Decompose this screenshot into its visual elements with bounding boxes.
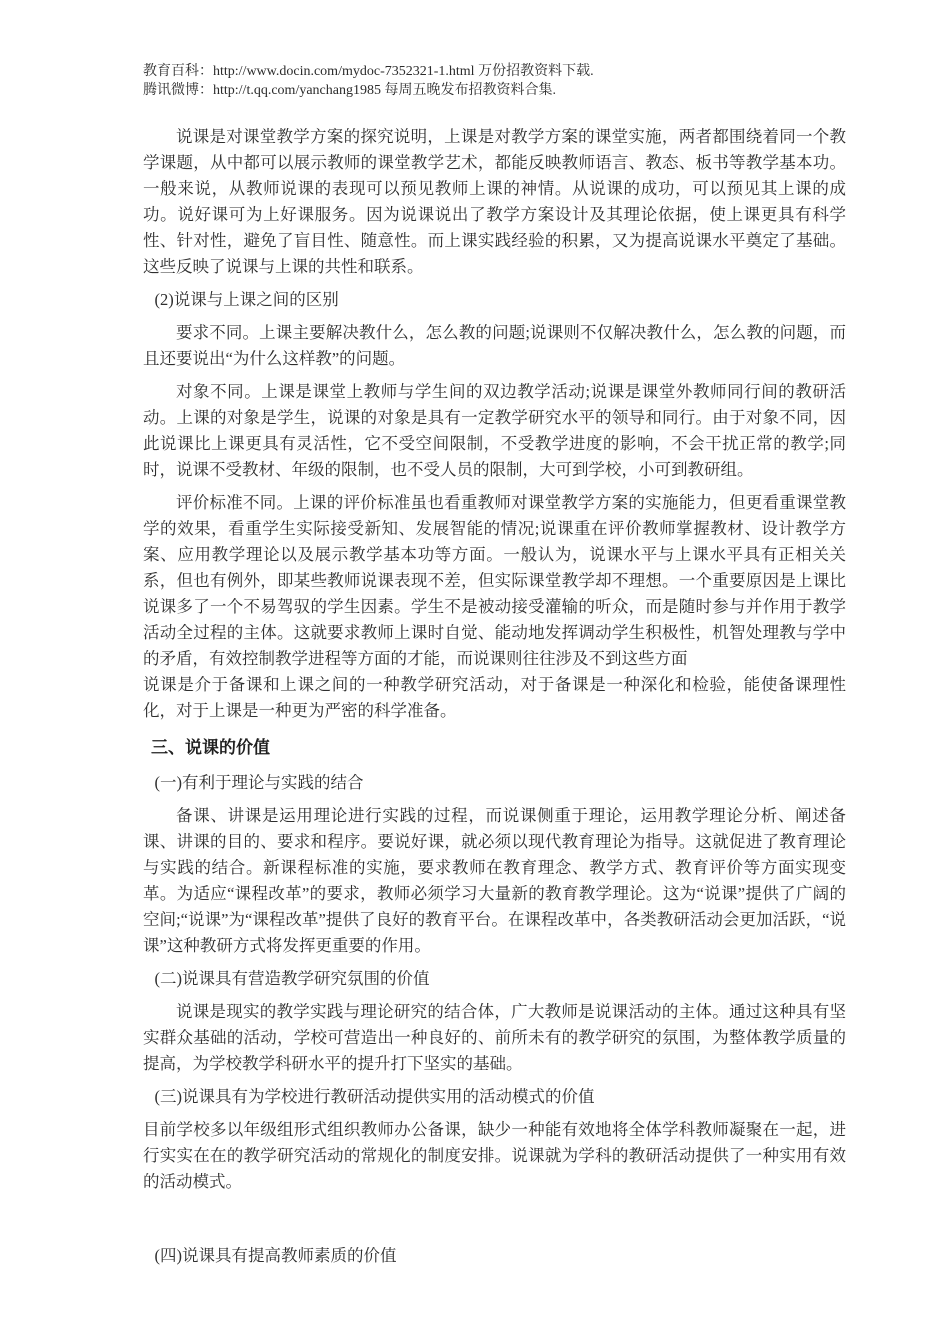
subheading-research-atmosphere: (二)说课具有营造教学研究氛围的价值: [154, 969, 430, 988]
paragraph-research-atmosphere: 说课是现实的教学实践与理论研究的结合体，广大教师是说课活动的主体。通过这种具有坚实群众基础的活动，学校可营造出一种良好的、前所未有的教学研究的氛围，为整体教学质量的提高，为学校教学科研水平的提升打下坚实的基础。: [143, 1002, 846, 1073]
subheading-differences: (2)说课与上课之间的区别: [154, 290, 339, 309]
paragraph-commonality: 说课是对课堂教学方案的探究说明，上课是对教学方案的课堂实施，两者都围绕着同一个教学课题，从中都可以展示教师的课堂教学艺术，都能反映教师语言、教态、板书等教学基本功。一般来说，从教师说课的表现可以预见教师上课的神情。从说课的成功，可以预见其上课的成功。说好课可为上好课服务。因为说课说出了教学方案设计及其理论依据，使上课更具有科学性、针对性，避免了盲目性、随意性。而上课实践经验的积累，又为提高说课水平奠定了基础。这些反映了说课与上课的共性和联系。: [143, 127, 846, 276]
section-heading-value-of-shuoke: 三、说课的价值: [151, 738, 270, 757]
paragraph-requirement-difference: 要求不同。上课主要解决教什么，怎么教的问题;说课则不仅解决教什么，怎么教的问题，而且还要说出“为什么这样教”的问题。: [143, 323, 846, 368]
paragraph-theory-practice: 备课、讲课是运用理论进行实践的过程，而说课侧重于理论，运用教学理论分析、阐述备课、讲课的目的、要求和程序。要说好课，就必须以现代教育理论为指导。这就促进了教育理论与实践的结合。新课程标准的实施，要求教师在教育理念、教学方式、教育评价等方面实现变革。为适应“课程改革”的要求，教师必须学习大量新的教育教学理论。这为“说课”提供了广阔的空间;“说课”为“课程改革”提供了良好的教育平台。在课程改革中，各类教研活动会更加活跃，“说课”这种教研方式将发挥更重要的作用。: [143, 806, 846, 955]
document-header: [143, 62, 846, 100]
paragraph-evaluation-difference: 评价标准不同。上课的评价标准虽也看重教师对课堂教学方案的实施能力，但更看重课堂教学的效果，看重学生实际接受新知、发展智能的情况;说课重在评价教师掌握教材、设计教学方案、应用教学理论以及展示教学基本功等方面。一般认为，说课水平与上课水平具有正相关关系，但也有例外，即某些教师说课表现不差，但实际课堂教学却不理想。一个重要原因是上课比说课多了一个不易驾驭的学生因素。学生不是被动接受灌输的听众，而是随时参与并作用于教学活动全过程的主体。这就要求教师上课时自觉、能动地发挥调动学生积极性，机智处理教与学中的矛盾，有效控制教学进程等方面的才能，而说课则往往涉及不到这些方面: [143, 493, 846, 668]
header-line-weibo: 腾讯微博：http://t.qq.com/yanchang1985 每周五晚发布招教资料合集.: [143, 83, 556, 98]
header-line-baike: 教育百科：http://www.docin.com/mydoc-7352321-1.html 万份招教资料下载.: [143, 64, 594, 79]
paragraph-activity-model: 目前学校多以年级组形式组织教师办公备课，缺少一种能有效地将全体学科教师凝聚在一起，进行实实在在的教学研究活动的常规化的制度安排。说课就为学科的教研活动提供了一种实用有效的活动模式。: [143, 1120, 846, 1191]
subheading-teacher-quality: (四)说课具有提高教师素质的价值: [154, 1246, 397, 1265]
subheading-activity-model: (三)说课具有为学校进行教研活动提供实用的活动模式的价值: [154, 1087, 595, 1106]
paragraph-object-difference: 对象不同。上课是课堂上教师与学生间的双边教学活动;说课是课堂外教师同行间的教研活动。上课的对象是学生，说课的对象是具有一定教学研究水平的领导和同行。由于对象不同，因此说课比上课更具有灵活性，它不受空间限制，不受教学进度的影响，不会干扰正常的教学;同时，说课不受教材、年级的限制，也不受人员的限制，大可到学校，小可到教研组。: [143, 382, 846, 479]
paragraph-between-prep-and-class: 说课是介于备课和上课之间的一种教学研究活动，对于备课是一种深化和检验，能使备课理性化，对于上课是一种更为严密的科学准备。: [143, 675, 846, 720]
subheading-theory-practice: (一)有利于理论与实践的结合: [154, 773, 364, 792]
document-body: [143, 124, 846, 1269]
